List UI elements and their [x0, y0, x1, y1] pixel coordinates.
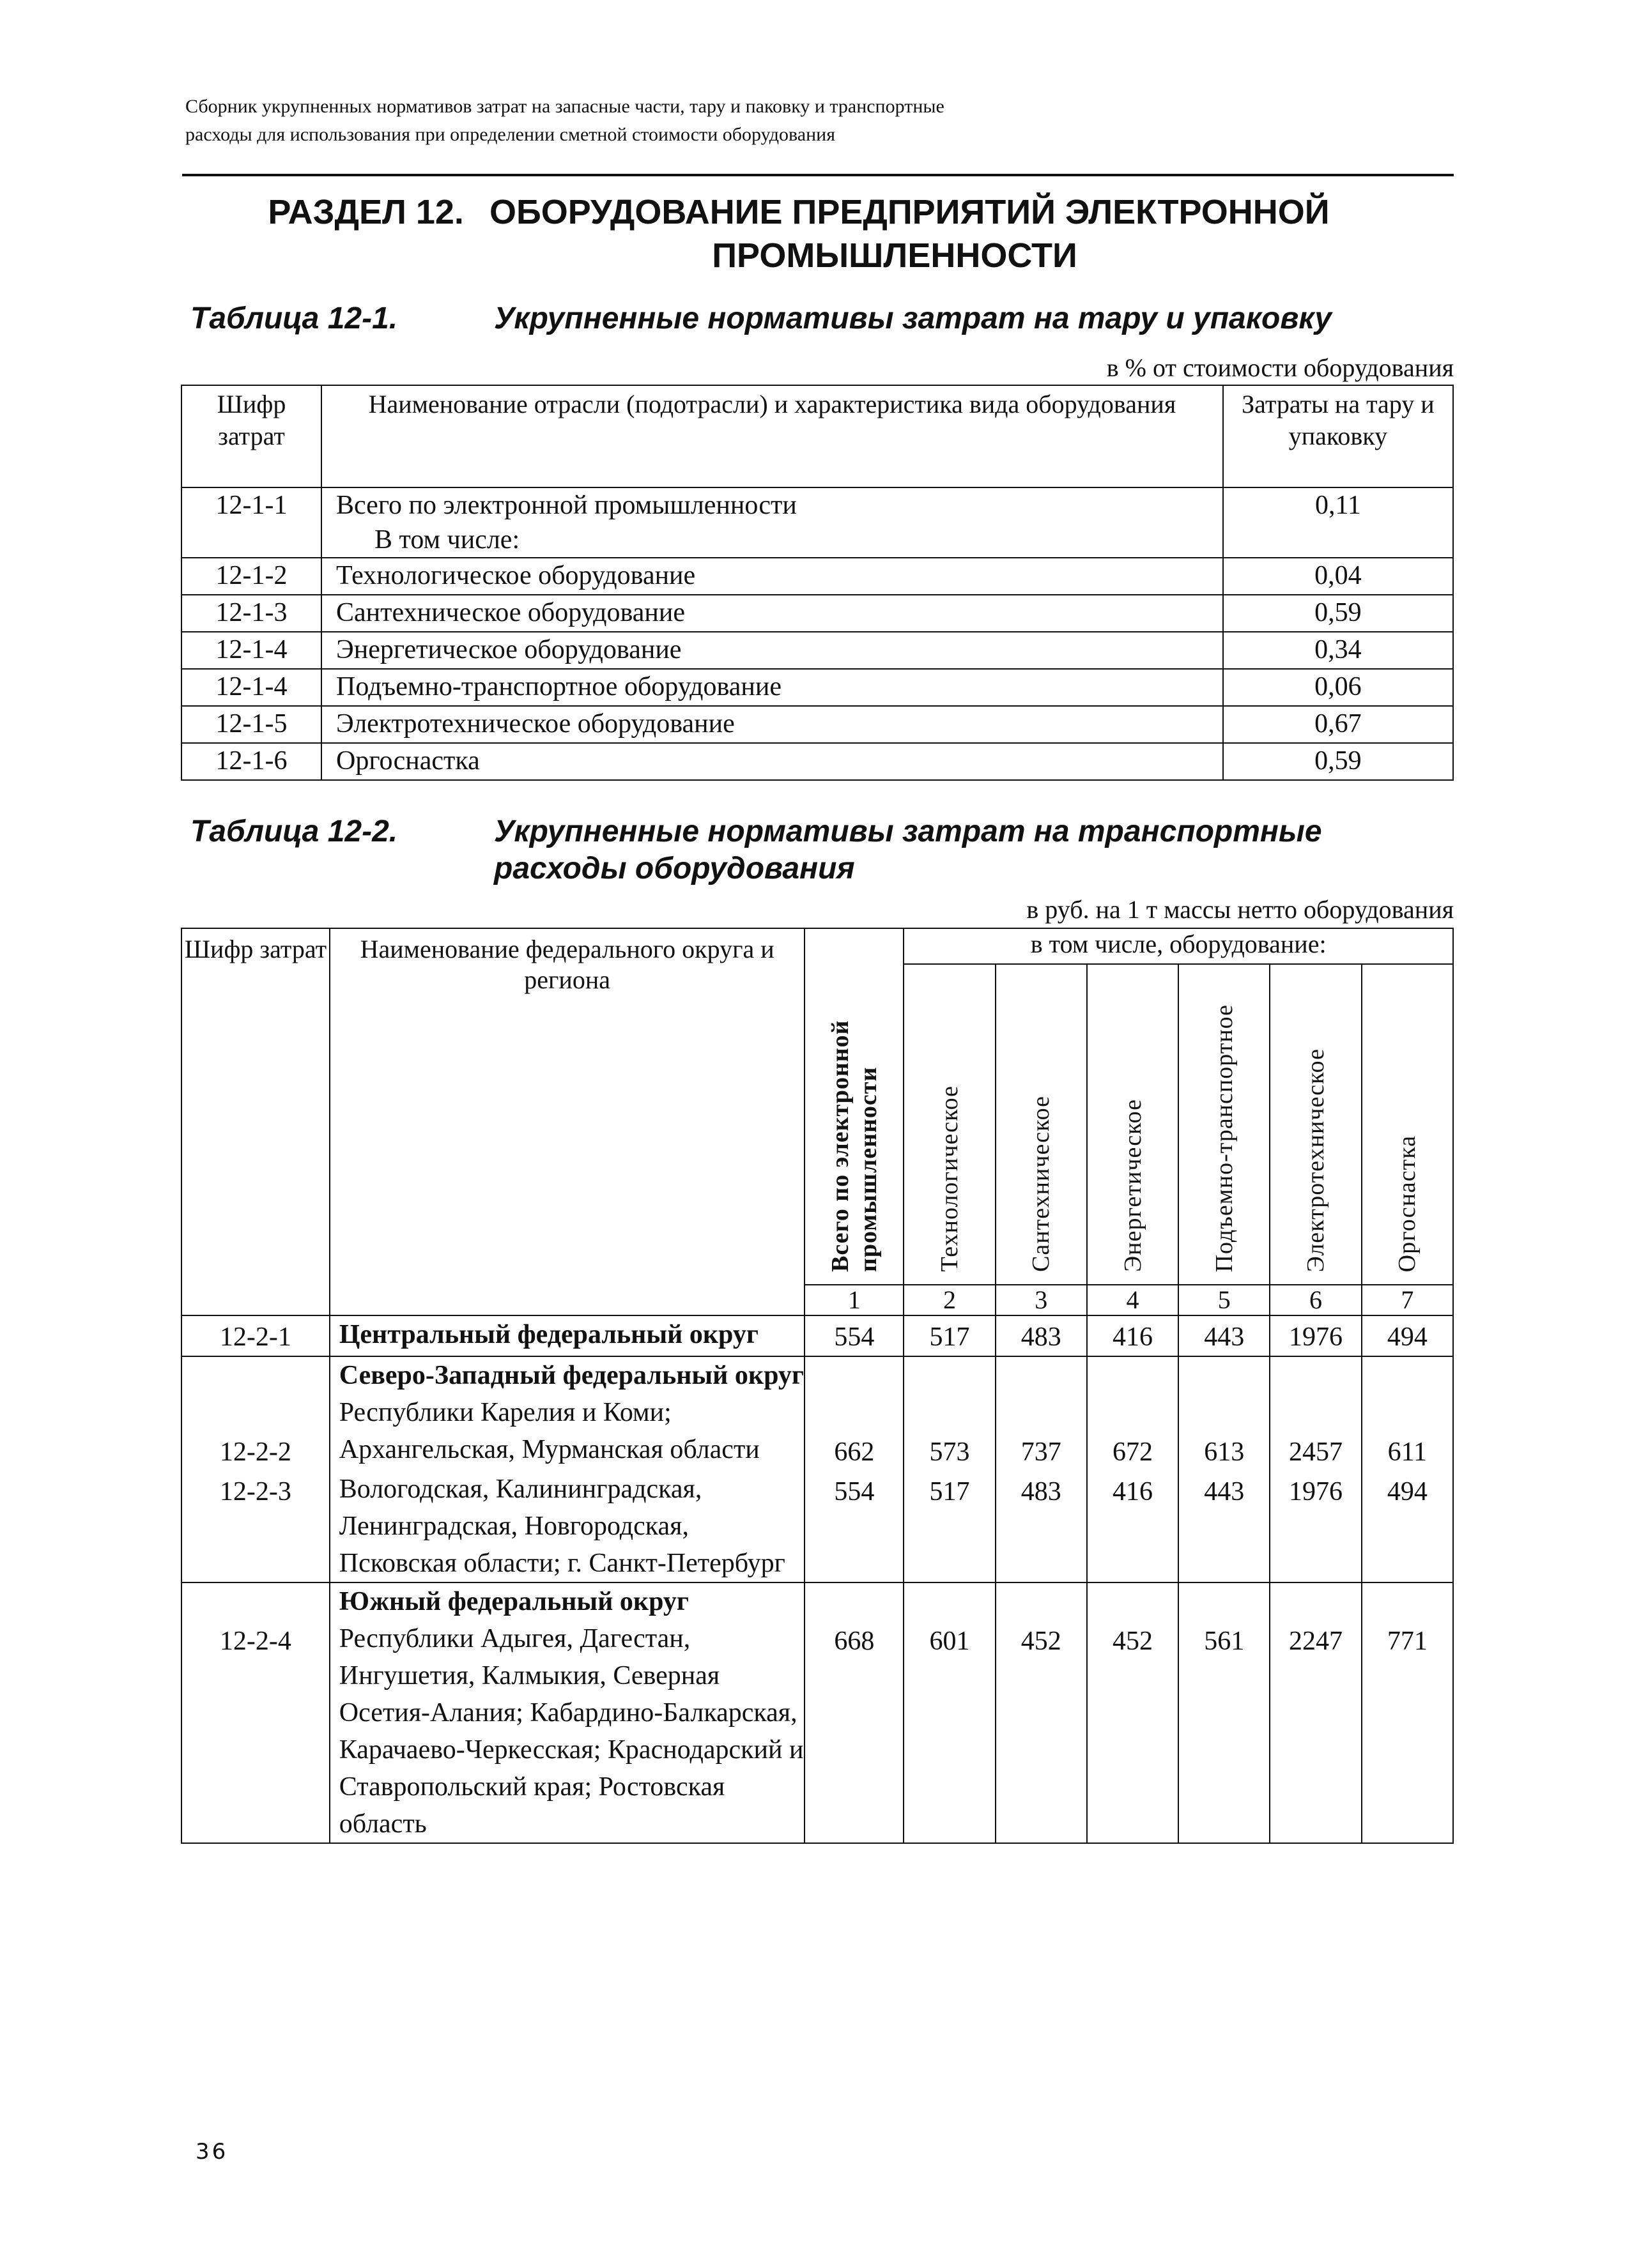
- table1-title: Укрупненные нормативы затрат на тару и упаковку: [494, 302, 1332, 335]
- table2-header-code: Шифр затрат: [181, 928, 330, 1315]
- table-row: [181, 1356, 1453, 1471]
- row-value: 771: [1362, 1582, 1453, 1843]
- row-value: 601: [904, 1582, 995, 1843]
- table2-header-col-7-text: Оргоснастка: [1394, 1135, 1421, 1272]
- row-name: Энергетическое оборудование: [321, 632, 1223, 669]
- row-value: 416: [1087, 1471, 1178, 1582]
- row-value: 561: [1178, 1582, 1270, 1843]
- row-value: 668: [805, 1582, 904, 1843]
- table2-header-total-text: Всего по электронной промышленности: [826, 1020, 882, 1272]
- row-value: 452: [1087, 1582, 1178, 1843]
- table1-header-row: [181, 385, 1453, 487]
- row-name-text: Всего по электронной промышленности: [336, 491, 797, 520]
- table1-label: Таблица 12-1.: [190, 302, 398, 335]
- table2-header-name: Наименование федерального округа и региона: [330, 928, 805, 1315]
- column-number: 5: [1178, 1285, 1270, 1315]
- row-district: Центральный федеральный округ: [330, 1315, 805, 1356]
- running-header-line-2: расходы для использования при определении сметной стоимости оборудования: [185, 124, 836, 145]
- row-value: 1976: [1270, 1315, 1361, 1356]
- table-row: [181, 487, 1453, 558]
- row-value: 483: [996, 1471, 1087, 1582]
- table1-header-value: Затраты на тару и упаковку: [1223, 385, 1453, 487]
- table-row: [181, 595, 1453, 632]
- row-value: 443: [1178, 1315, 1270, 1356]
- table-row: [181, 669, 1453, 706]
- table2-header-col-4: [1087, 964, 1178, 1285]
- row-value: 494: [1362, 1315, 1453, 1356]
- table2-header-col-5-text: Подъемно-транспортное: [1210, 1004, 1238, 1272]
- table2-header-row-1: [181, 928, 1453, 964]
- table2-title-line-2: расходы оборудования: [494, 852, 855, 885]
- row-value: 0,11: [1223, 487, 1453, 558]
- table2-title-line-1: Укрупненные нормативы затрат на транспортные: [494, 815, 1322, 848]
- row-code: 12-1-3: [181, 595, 321, 632]
- row-value: 443: [1178, 1471, 1270, 1582]
- row-region: Республики Карелия и Коми; Архангельская, Мурманская области: [339, 1398, 760, 1464]
- row-code: 12-1-1: [181, 487, 321, 558]
- row-value: 494: [1362, 1471, 1453, 1582]
- table2-header-col-6: [1270, 964, 1361, 1285]
- table-row: [181, 558, 1453, 595]
- header-divider: [182, 174, 1454, 176]
- column-number: 3: [996, 1285, 1087, 1315]
- row-name: Электротехническое оборудование: [321, 706, 1223, 743]
- row-code: 12-1-4: [181, 632, 321, 669]
- table-row: [181, 1582, 1453, 1843]
- table2-units: в руб. на 1 т массы нетто оборудования: [1026, 895, 1454, 924]
- row-subheading: В том числе:: [374, 525, 520, 555]
- row-code: 12-2-4: [181, 1582, 330, 1843]
- column-number: 1: [805, 1285, 904, 1315]
- table2-header-col-5: [1178, 964, 1270, 1285]
- row-code: 12-1-2: [181, 558, 321, 595]
- row-name: [330, 1582, 805, 1843]
- section-number: РАЗДЕЛ 12.: [268, 193, 464, 231]
- column-number: 4: [1087, 1285, 1178, 1315]
- table2-header-col-3-text: Сантехническое: [1028, 1096, 1055, 1272]
- row-value: 483: [996, 1315, 1087, 1356]
- table2-header-col-4-text: Энергетическое: [1119, 1099, 1146, 1272]
- row-name: [321, 487, 1223, 558]
- row-value: 452: [996, 1582, 1087, 1843]
- table1-units: в % от стоимости оборудования: [1106, 353, 1454, 382]
- table2-label: Таблица 12-2.: [190, 815, 398, 848]
- table2-header-col-7: [1362, 964, 1453, 1285]
- row-code: 12-2-3: [181, 1471, 330, 1582]
- row-value: 0,59: [1223, 595, 1453, 632]
- row-value: 0,34: [1223, 632, 1453, 669]
- row-value: 554: [805, 1471, 904, 1582]
- table2-header-group: в том числе, оборудование:: [904, 928, 1453, 964]
- section-title-line-1: ОБОРУДОВАНИЕ ПРЕДПРИЯТИЙ ЭЛЕКТРОННОЙ: [489, 193, 1330, 231]
- page-number: 36: [196, 2139, 229, 2165]
- table1: [181, 385, 1454, 781]
- row-name: [330, 1356, 805, 1471]
- table1-caption: [190, 300, 1468, 339]
- row-value: 0,04: [1223, 558, 1453, 595]
- row-value: 611: [1362, 1356, 1453, 1471]
- table2-title: [494, 813, 1452, 887]
- running-header: [185, 93, 1399, 149]
- row-region: Вологодская, Калининградская, Ленинградская, Новгородская, Псковская области; г. Санкт-Петербург: [330, 1471, 805, 1582]
- row-name: Оргоснастка: [321, 743, 1223, 780]
- column-number: 2: [904, 1285, 995, 1315]
- row-code: 12-2-1: [181, 1315, 330, 1356]
- row-value: 573: [904, 1356, 995, 1471]
- running-header-line-1: Сборник укрупненных нормативов затрат на запасные части, тару и паковку и транспортные: [185, 96, 944, 117]
- row-value: 672: [1087, 1356, 1178, 1471]
- table-row: [181, 1471, 1453, 1582]
- row-name: Сантехническое оборудование: [321, 595, 1223, 632]
- section-title: [192, 190, 1406, 277]
- table2-caption: [190, 813, 1468, 896]
- row-code: 12-1-6: [181, 743, 321, 780]
- table2-header-col-6-text: Электротехническое: [1302, 1048, 1330, 1272]
- row-code: 12-2-2: [181, 1356, 330, 1471]
- row-value: 554: [805, 1315, 904, 1356]
- row-name: Подъемно-транспортное оборудование: [321, 669, 1223, 706]
- row-value: 416: [1087, 1315, 1178, 1356]
- table2-header-col-3: [996, 964, 1087, 1285]
- table2-header-col-2: [904, 964, 995, 1285]
- table-row: [181, 1315, 1453, 1356]
- row-value: 517: [904, 1471, 995, 1582]
- table-row: [181, 743, 1453, 780]
- row-value: 0,67: [1223, 706, 1453, 743]
- row-value: 2247: [1270, 1582, 1361, 1843]
- column-number: 6: [1270, 1285, 1361, 1315]
- table2: [181, 928, 1454, 1844]
- row-value: 517: [904, 1315, 995, 1356]
- table2-header-col-2-text: Технологическое: [936, 1085, 963, 1272]
- column-number: 7: [1362, 1285, 1453, 1315]
- row-district: Южный федеральный округ: [339, 1587, 689, 1616]
- table2-header-total: [805, 928, 904, 1285]
- row-value: 662: [805, 1356, 904, 1471]
- section-title-line-2: ПРОМЫШЛЕННОСТИ: [712, 236, 1077, 275]
- row-district: Северо-Западный федеральный округ: [339, 1361, 804, 1390]
- row-name: Технологическое оборудование: [321, 558, 1223, 595]
- table1-header-code: Шифр затрат: [181, 385, 321, 487]
- row-region: Республики Адыгея, Дагестан, Ингушетия, Калмыкия, Северная Осетия-Алания; Кабардино-Балкарская, Карачаево-Черкесская; Краснодарский и Ставропольский края; Ростовская область: [339, 1624, 804, 1839]
- table-row: [181, 632, 1453, 669]
- row-value: 613: [1178, 1356, 1270, 1471]
- row-value: 1976: [1270, 1471, 1361, 1582]
- row-value: 737: [996, 1356, 1087, 1471]
- row-code: 12-1-5: [181, 706, 321, 743]
- table1-header-name: Наименование отрасли (подотрасли) и характеристика вида оборудования: [321, 385, 1223, 487]
- row-value: 2457: [1270, 1356, 1361, 1471]
- row-value: 0,06: [1223, 669, 1453, 706]
- table-row: [181, 706, 1453, 743]
- row-code: 12-1-4: [181, 669, 321, 706]
- row-value: 0,59: [1223, 743, 1453, 780]
